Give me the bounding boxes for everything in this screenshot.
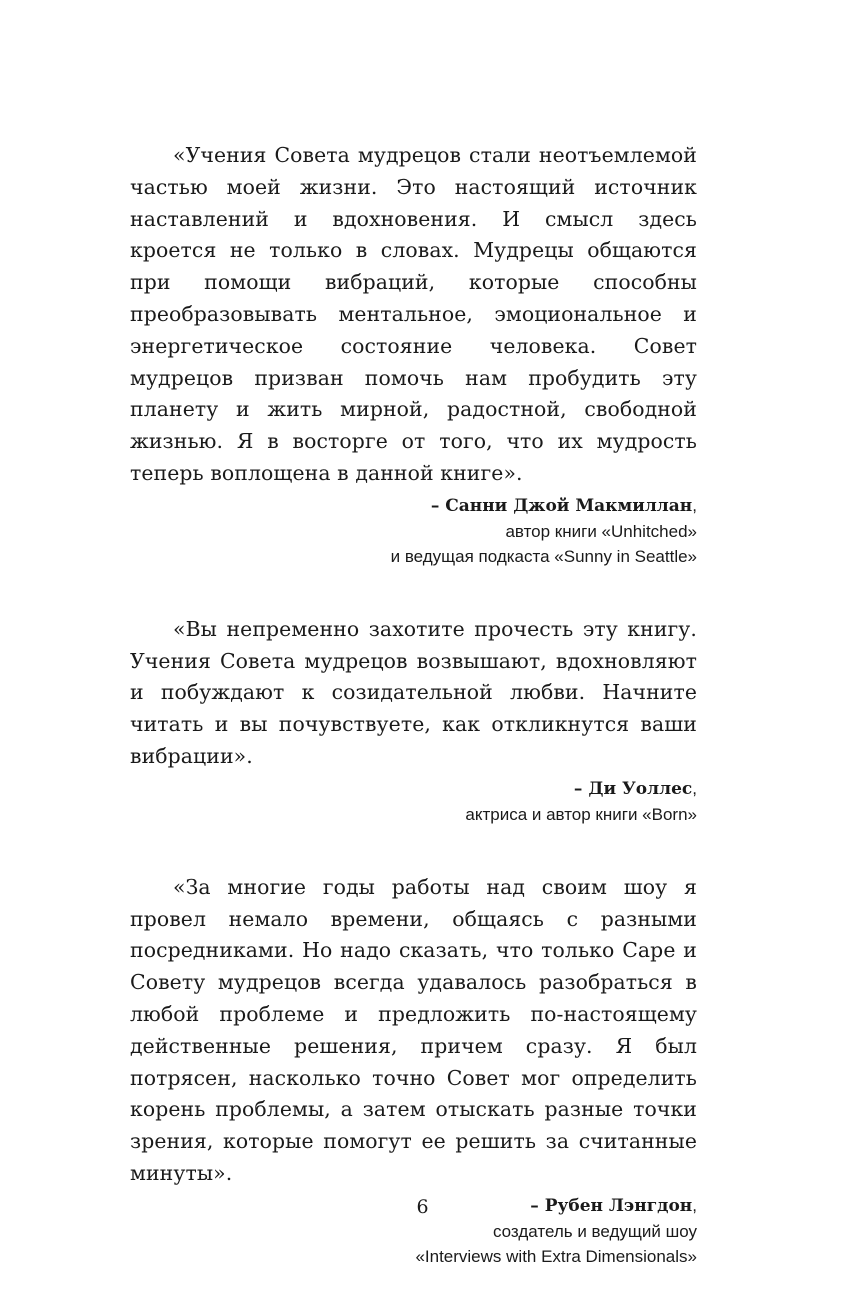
testimonial-author: – Рубен Лэнгдон [530, 1195, 693, 1216]
testimonial-author-detail: актриса и автор книги «Born» [465, 804, 697, 824]
testimonial-attribution: – Рубен Лэнгдон, создатель и ведущий шоу «Interviews with Extra Dimensionals» [130, 1193, 697, 1269]
testimonial-author: – Санни Джой Макмиллан [430, 495, 693, 516]
testimonial-author-detail: создатель и ведущий шоу [492, 1221, 697, 1241]
testimonial-quote: «Вы непременно захотите прочесть эту книгу. Учения Совета мудрецов возвышают, вдохновляют и побуждают к созидательной любви. Начните читать и вы почувствуете, как откликнутся ваши вибрации». [130, 616, 697, 768]
testimonial-block [130, 614, 697, 827]
page-number: 6 [416, 1196, 429, 1218]
page-content [130, 140, 697, 1269]
testimonial-attribution: – Ди Уоллес, актриса и автор книги «Born» [130, 776, 697, 827]
testimonial-author-detail: «Interviews with Extra Dimensionals» [415, 1246, 697, 1266]
testimonial-attribution: – Санни Джой Макмиллан, автор книги «Unhitched» и ведущая подкаста «Sunny in Seattle» [130, 493, 697, 569]
testimonial-quote: «Учения Совета мудрецов стали неотъемлемой частью моей жизни. Это настоящий источник наставлений и вдохновения. И смысл здесь кроется не только в словах. Мудрецы общаются при помощи вибраций, которые способны преобразовывать ментальное, эмоциональное и энергетическое состояние человека. Совет мудрецов призван помочь нам пробудить эту планету и жить мирной, радостной, свободной жизнью. Я в восторге от того, что их мудрость теперь воплощена в данной книге». [130, 143, 697, 485]
testimonial-author-detail: автор книги «Unhitched» [505, 521, 697, 541]
testimonial-author-detail: и ведущая подкаста «Sunny in Seattle» [390, 546, 697, 566]
testimonial-author: – Ди Уоллес [573, 778, 693, 799]
testimonial-block [130, 140, 697, 569]
testimonial-quote: «За многие годы работы над своим шоу я провел немало времени, общаясь с разными посредниками. Но надо сказать, что только Саре и Совету мудрецов всегда удавалось разобраться в любой проблеме и предложить по-настоящему действенные решения, причем сразу. Я был потрясен, насколько точно Совет мог определить корень проблемы, а затем отыскать разные точки зрения, которые помогут ее решить за считанные минуты». [130, 874, 697, 1185]
